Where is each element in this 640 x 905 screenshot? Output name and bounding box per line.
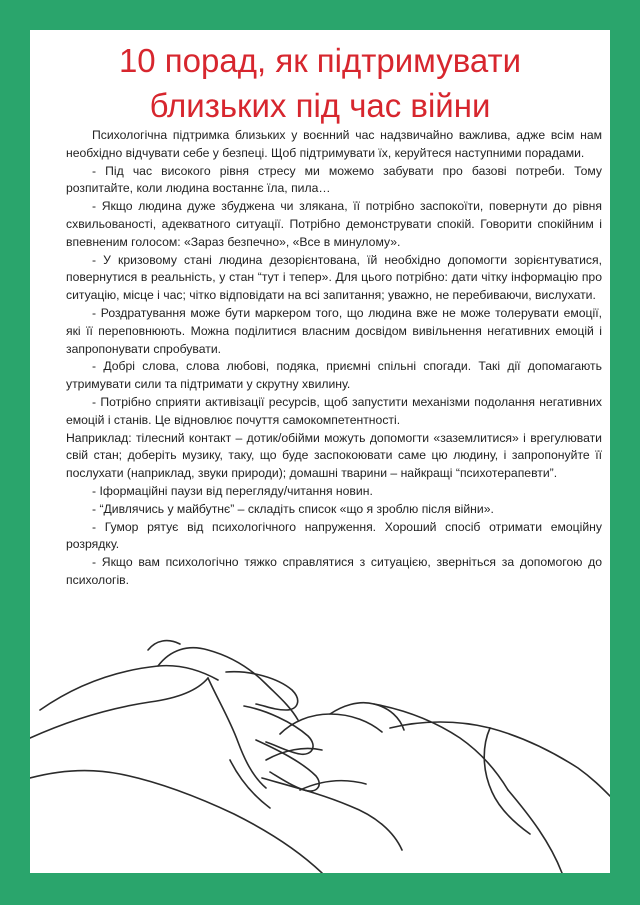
tip-resources: - Потрібно сприяти активізації ресурсів, щоб запустити механізми подолання негативних емоцій і станів. Це відновлює почуття самокомпетентності. <box>66 394 602 427</box>
tip-kind-words: - Добрі слова, слова любові, подяка, приємні спільні спогади. Такі дії допомагають утримувати сили та підтримати у скрутну хвилину. <box>66 359 602 392</box>
left-arm-lower-line <box>30 678 208 738</box>
left-forearm-bottom <box>30 771 322 873</box>
intro-paragraph: Психологічна підтримка близьких у воєнний час надзвичайно важлива, адже всім нам необхідно відчувати себе у безпеці. Щоб підтримувати їх, керуйтеся наступними порадами. <box>66 128 602 160</box>
poster-sheet <box>30 30 610 873</box>
right-finger-b <box>300 781 366 790</box>
tip-basic-needs: - Під час високого рівня стресу ми можемо забувати про базові потреби. Тому розпитайте, коли людина востаннє їла, пила… <box>66 163 602 196</box>
finger-3 <box>256 740 319 791</box>
right-knuckles <box>330 703 404 730</box>
tip-future: - “Дивлячись у майбутнє” – складіть список «що я зроблю після війни». <box>92 501 494 516</box>
advice-text <box>66 127 602 590</box>
left-hand-curve <box>148 641 180 650</box>
finger-2 <box>244 706 313 754</box>
right-hand-back <box>262 778 402 850</box>
right-finger-a <box>266 748 322 760</box>
title-line-2: близьких під час війни <box>149 87 491 124</box>
right-sleeve-cuff <box>484 728 530 834</box>
left-arm-upper-line <box>40 666 218 710</box>
page-title <box>30 38 610 128</box>
tip-orientation: - У кризовому стані людина дезорієнтована, їй необхідно допомогти зорієнтуватися, повернутися в реальність, у стан “тут і тепер». Для цього потрібно: дати чітку інформацію про ситуацію, місце і час; чітко відповідати на всі запитання; уважно, не перебиваючи, вислухати. <box>66 252 602 303</box>
right-sleeve-bottom <box>508 790 562 873</box>
tip-irritation: - Роздратування може бути маркером того, що людина вже не може толерувати емоції, які її переповнюють. Можна поділитися власним досвідом вивільнення негативних емоцій і запропонувати спробувати. <box>66 305 602 356</box>
right-palm <box>374 704 508 790</box>
tip-calm: - Якщо людина дуже збуджена чи злякана, її потрібно заспокоїти, повернути до рівня схвильованості, адекватного ситуації. Потрібно демонструвати спокій. Говорити спокійним і впевненим голосом: «Зараз безпечно», «Все в минулому». <box>66 199 602 249</box>
tip-info-pauses: - Іформаційні паузи від перегляду/читання новин. <box>92 483 373 498</box>
example-paragraph: Наприклад: тілесний контакт – дотик/обійми можуть допомогти «заземлитися» і врегулювати свій стан; доберіть музику, таку, що буде заспокоювати саме цю людину, і запропонуйте її послухати (наприклад, звуки природи); домашні тварини – найкращі “психотерапевти”. <box>66 430 602 481</box>
title-line-1: 10 порад, як підтримувати <box>118 42 522 79</box>
right-sleeve-top <box>390 722 610 796</box>
holding-hands-illustration <box>30 610 610 873</box>
tip-humor: - Гумор рятує від психологічного напруження. Хороший спосіб отримати емоційну розрядку. <box>66 519 602 552</box>
tip-psychologist: - Якщо вам психологічно тяжко справлятися з ситуацією, зверніться за допомогою до психологів. <box>66 555 602 587</box>
